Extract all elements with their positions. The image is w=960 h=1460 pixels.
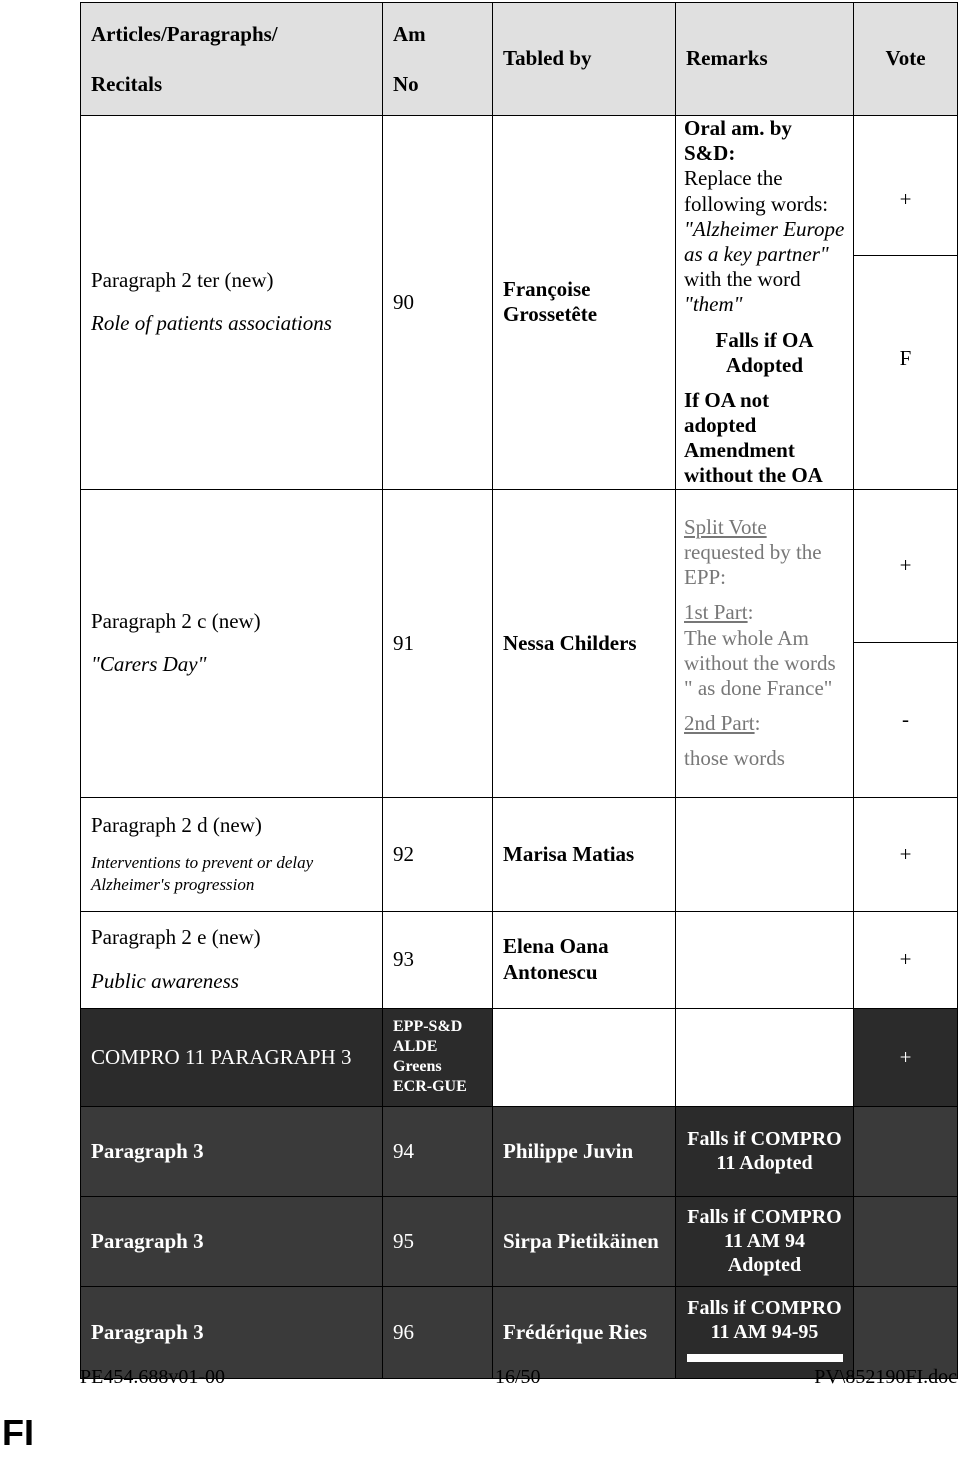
footer-file-name: PV\852190FI.doc [814,1366,957,1388]
am-no-cell: 94 [383,1106,493,1196]
header-tabled-by: Tabled by [493,3,676,116]
vote-cell [854,1106,958,1196]
table-header [81,3,958,116]
split-vote-label: Split Vote [684,514,767,539]
article-cell: Paragraph 3 [81,1196,383,1286]
table-row [81,116,958,490]
remarks-cell [676,1008,854,1106]
vote-value: + [854,490,957,643]
am-no-cell: 92 [383,797,493,911]
am-no-cell: 93 [383,911,493,1008]
am-no-cell: 91 [383,489,493,797]
language-code: FI [2,1412,34,1453]
footer-doc-ref: PE454.688v01-00 [80,1366,225,1388]
voting-table [80,2,958,1379]
tabled-by-cell: Marisa Matias [493,797,676,911]
article-subtitle: Role of patients associations [91,311,332,336]
header-remarks: Remarks [676,3,854,116]
article-cell: COMPRO 11 PARAGRAPH 3 [81,1008,383,1106]
tabled-by-cell: Sirpa Pietikäinen [493,1196,676,1286]
am-no-cell: 96 [383,1286,493,1378]
am-no-cell: EPP-S&D ALDE Greens ECR-GUE [383,1008,493,1106]
tabled-by-cell: Nessa Childers [493,489,676,797]
table-row [81,1196,958,1286]
part1: 1st Part: [684,600,754,625]
table-row [81,797,958,911]
remark-if-not: If OA not adopted Amendment without the OA [684,387,823,488]
tabled-by-cell: Elena Oana Antonescu [493,911,676,1008]
header-vote: Vote [854,3,958,116]
part1-label: 1st Part [684,600,748,625]
header-article-line2: Recitals [91,72,163,96]
remark-text: requested by the EPP: [684,539,822,590]
vote-cell [854,1196,958,1286]
article-cell [81,489,383,797]
article-title: Paragraph 2 c (new) [91,608,261,633]
tabled-by-cell: Philippe Juvin [493,1106,676,1196]
vote-value: + [854,143,957,256]
tabled-by-cell: Françoise Grossetête [493,116,676,490]
remarks-cell [676,911,854,1008]
article-subtitle: Public awareness [91,968,239,993]
remarks-cell [676,116,854,490]
article-cell: Paragraph 3 [81,1286,383,1378]
tabled-by-cell [493,1008,676,1106]
article-cell [81,116,383,490]
vote-cell: + [854,797,958,911]
part2-text: those words [684,746,785,771]
footer-page-number: 16/50 [495,1366,541,1388]
remark-text: Replace the following words: [684,166,829,216]
vote-cell: + [854,1008,958,1106]
header-am-line1: Am [393,22,426,46]
header-article [81,3,383,116]
remark-text: with the word [684,267,801,292]
article-title: Paragraph 2 e (new) [91,925,261,950]
vote-cell [854,116,958,490]
vote-cell: + [854,911,958,1008]
vote-value: F [899,346,912,371]
vote-value: - [902,707,909,732]
article-cell [81,911,383,1008]
article-subtitle: "Carers Day" [91,652,207,677]
article-cell: Paragraph 3 [81,1106,383,1196]
header-am-no [383,3,493,116]
header-am-line2: No [393,72,419,96]
remark-text: Falls if COMPRO 11 AM 94-95 [687,1297,842,1344]
table-row [81,489,958,797]
article-title: Paragraph 2 d (new) [91,812,262,837]
remark-falls: Falls if OA Adopted [715,327,814,377]
article-cell [81,797,383,911]
article-title: Paragraph 2 ter (new) [91,268,274,293]
vote-cell [854,489,958,797]
tabled-by-cell: Frédérique Ries [493,1286,676,1378]
part1-text: The whole Am without the words " as done France" [684,625,836,700]
table-row [81,911,958,1008]
remarks-cell: Falls if COMPRO 11 AM 94 Adopted [676,1196,854,1286]
table-row [81,1106,958,1196]
header-article-line1: Articles/Paragraphs/ [91,22,278,46]
remarks-cell: Falls if COMPRO 11 Adopted [676,1106,854,1196]
remark-quote: "them" [684,292,743,317]
table-row [81,1286,958,1378]
part2: 2nd Part: [684,711,761,736]
table-row [81,1008,958,1106]
remarks-cell [676,489,854,797]
part2-label: 2nd Part [684,711,755,736]
oral-am-label: Oral am. by S&D: [684,116,792,166]
am-no-cell: 90 [383,116,493,490]
remark-quote: "Alzheimer Europe as a key partner" [684,216,845,266]
white-bar [687,1354,843,1362]
am-no-cell: 95 [383,1196,493,1286]
vote-cell [854,1286,958,1378]
article-subtitle: Interventions to prevent or delay Alzheimer's progression [91,852,314,894]
remarks-cell [676,797,854,911]
remarks-cell [676,1286,854,1378]
